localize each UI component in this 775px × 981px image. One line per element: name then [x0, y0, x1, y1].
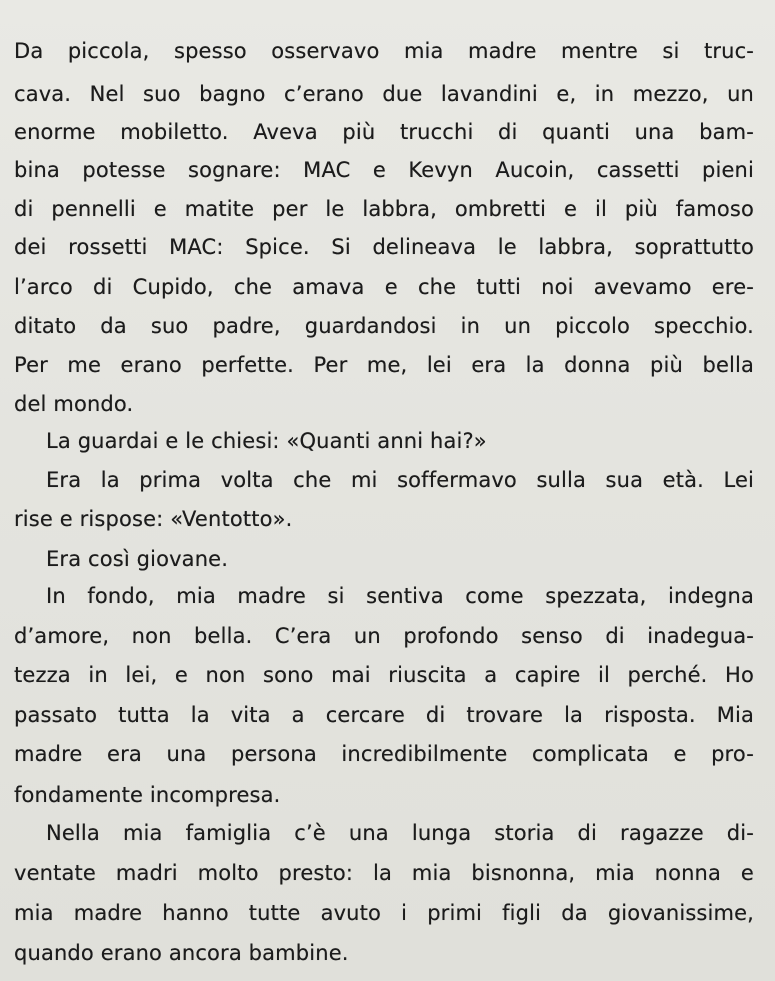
- text-line: di pennelli e matite per le labbra, ombretti e il più famoso: [14, 197, 754, 221]
- text-line: madre era una persona incredibilmente complicata e pro-: [14, 742, 754, 766]
- text-line: passato tutta la vita a cercare di trovare la risposta. Mia: [14, 703, 754, 727]
- text-line: ventate madri molto presto: la mia bisnonna, mia nonna e: [14, 861, 754, 885]
- text-line: In fondo, mia madre si sentiva come spezzata, indegna: [46, 584, 754, 608]
- text-line: Per me erano perfette. Per me, lei era la donna più bella: [14, 353, 754, 377]
- text-line: rise e rispose: «Ventotto».: [14, 507, 293, 531]
- text-line: tezza in lei, e non sono mai riuscita a capire il perché. Ho: [14, 663, 754, 687]
- text-line: cava. Nel suo bagno c’erano due lavandini e, in mezzo, un: [14, 82, 754, 106]
- text-line: l’arco di Cupido, che amava e che tutti noi avevamo ere-: [14, 275, 754, 299]
- text-line: quando erano ancora bambine.: [14, 941, 349, 965]
- text-line: dei rossetti MAC: Spice. Si delineava le labbra, soprattutto: [14, 235, 754, 259]
- text-line: Era così giovane.: [46, 547, 229, 571]
- text-line: Era la prima volta che mi soffermavo sulla sua età. Lei: [46, 468, 754, 492]
- text-line: bina potesse sognare: MAC e Kevyn Aucoin, cassetti pieni: [14, 158, 754, 182]
- text-line: del mondo.: [14, 392, 134, 416]
- text-line: mia madre hanno tutte avuto i primi figli da giovanissime,: [14, 901, 754, 925]
- text-line: enorme mobiletto. Aveva più trucchi di quanti una bam-: [14, 120, 754, 144]
- text-line: La guardai e le chiesi: «Quanti anni hai?»: [46, 429, 487, 453]
- text-line: fondamente incompresa.: [14, 783, 281, 807]
- text-line: Nella mia famiglia c’è una lunga storia di ragazze di-: [46, 821, 754, 845]
- text-line: Da piccola, spesso osservavo mia madre mentre si truc-: [14, 39, 754, 63]
- text-line: ditato da suo padre, guardandosi in un piccolo specchio.: [14, 314, 754, 338]
- text-line: d’amore, non bella. C’era un profondo senso di inadegua-: [14, 624, 754, 648]
